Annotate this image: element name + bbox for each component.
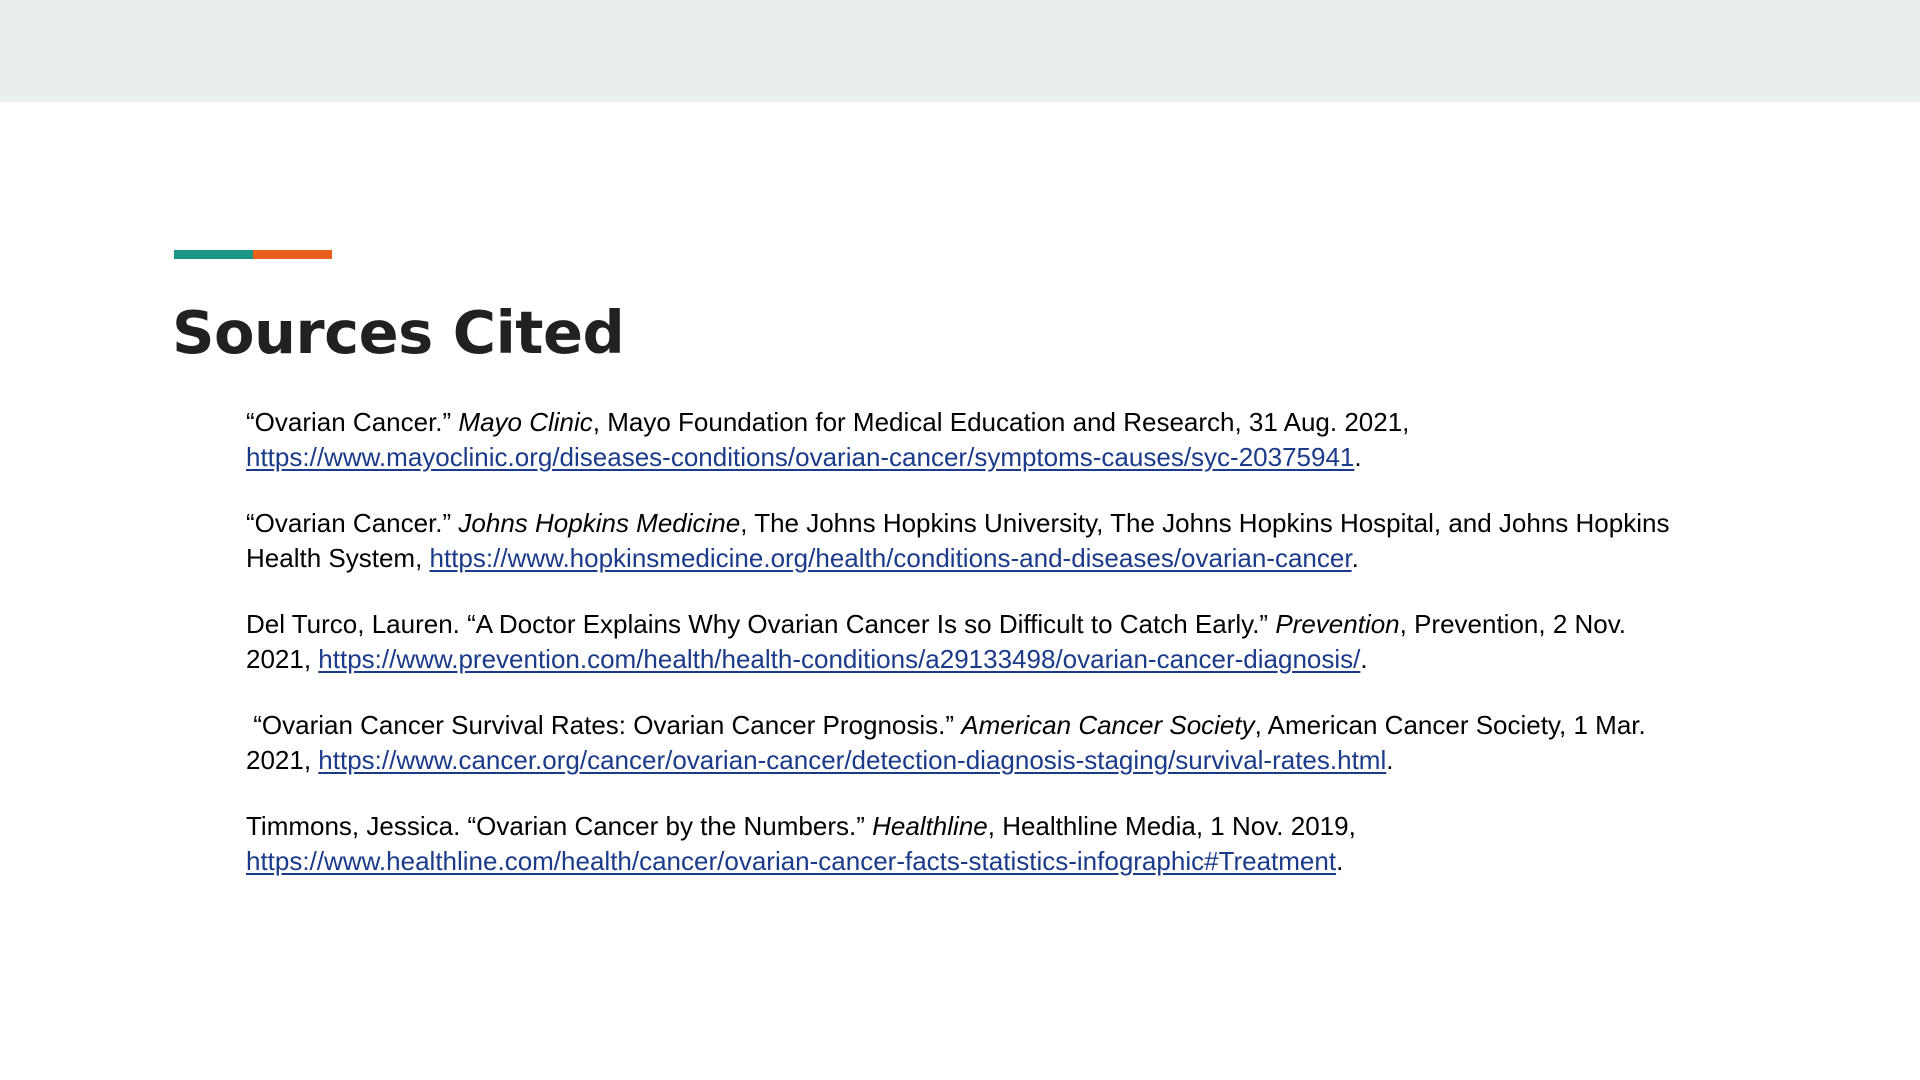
source-entry-american-cancer-society (246, 708, 1746, 778)
source-publication: Johns Hopkins Medicine (458, 508, 741, 538)
source-publication: Prevention (1275, 609, 1400, 639)
source-text: Timmons, Jessica. “Ovarian Cancer by the Numbers.” (246, 811, 873, 841)
source-text: Health System, (246, 543, 430, 573)
source-text: 2021, (246, 745, 319, 775)
source-text: “Ovarian Cancer.” (246, 508, 459, 538)
source-link-american-cancer-society[interactable]: https://www.cancer.org/cancer/ovarian-cancer/detection-diagnosis-staging/survival-rates.html (318, 745, 1387, 775)
source-entry-mayo-clinic (246, 405, 1746, 475)
accent-bar-orange (253, 250, 332, 259)
source-publication: Healthline (872, 811, 988, 841)
source-entry-johns-hopkins (246, 506, 1746, 576)
source-text: . (1354, 442, 1362, 472)
source-link-healthline[interactable]: https://www.healthline.com/health/cancer/ovarian-cancer-facts-statistics-infographic#Treatment (246, 846, 1337, 876)
source-publication: American Cancer Society (961, 710, 1255, 740)
source-text: 2021, (246, 644, 319, 674)
source-text: “Ovarian Cancer Survival Rates: Ovarian Cancer Prognosis.” (246, 710, 962, 740)
source-text: Del Turco, Lauren. “A Doctor Explains Why Ovarian Cancer Is so Difficult to Catch Early.” (246, 609, 1276, 639)
source-text: , American Cancer Society, 1 Mar. (1254, 710, 1646, 740)
source-text: , Prevention, 2 Nov. (1399, 609, 1627, 639)
source-text: . (1386, 745, 1394, 775)
source-text: . (1360, 644, 1368, 674)
source-publication: Mayo Clinic (458, 407, 593, 437)
source-text: . (1351, 543, 1359, 573)
sources-list (246, 405, 1746, 910)
page-title: Sources Cited (172, 298, 625, 367)
source-link-mayo-clinic[interactable]: https://www.mayoclinic.org/diseases-conditions/ovarian-cancer/symptoms-causes/syc-20375941 (246, 442, 1355, 472)
accent-bar (174, 250, 332, 259)
source-text: “Ovarian Cancer.” (246, 407, 459, 437)
source-link-prevention[interactable]: https://www.prevention.com/health/health-conditions/a29133498/ovarian-cancer-diagnosis/ (318, 644, 1361, 674)
source-text: . (1336, 846, 1344, 876)
source-link-johns-hopkins[interactable]: https://www.hopkinsmedicine.org/health/conditions-and-diseases/ovarian-cancer (429, 543, 1352, 573)
source-entry-prevention (246, 607, 1746, 677)
source-text: , The Johns Hopkins University, The Johns Hopkins Hospital, and Johns Hopkins (740, 508, 1670, 538)
source-entry-healthline (246, 809, 1746, 879)
top-band (0, 0, 1920, 102)
source-text: , Healthline Media, 1 Nov. 2019, (987, 811, 1356, 841)
accent-bar-teal (174, 250, 253, 259)
source-text: , Mayo Foundation for Medical Education and Research, 31 Aug. 2021, (592, 407, 1410, 437)
